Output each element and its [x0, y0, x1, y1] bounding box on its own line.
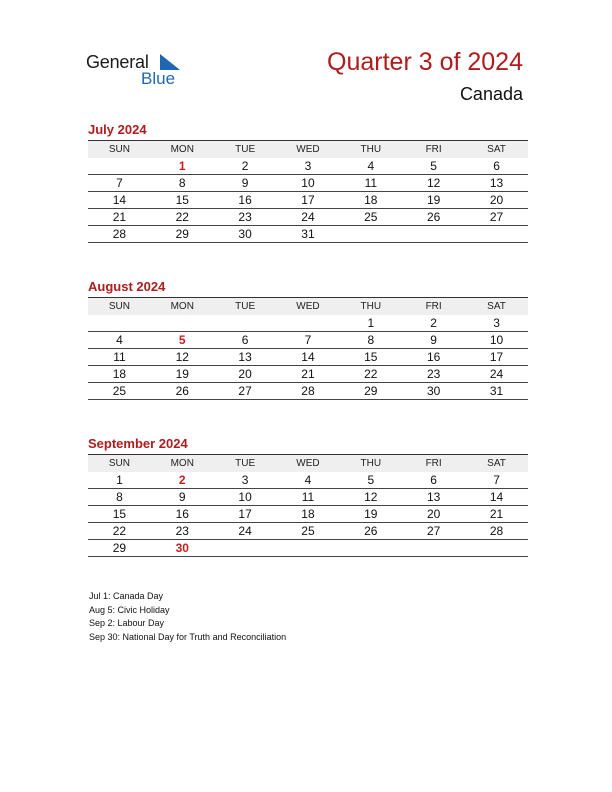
holiday-day-cell: 5 [151, 332, 214, 349]
weekday-header: TUE [214, 455, 277, 472]
holiday-notes [89, 590, 286, 644]
week-row [88, 383, 528, 400]
week-row [88, 192, 528, 209]
day-cell: 18 [277, 506, 340, 523]
day-cell: 17 [277, 192, 340, 209]
day-cell: 12 [339, 489, 402, 506]
day-cell: 22 [88, 523, 151, 540]
logo [86, 52, 196, 92]
day-cell: 10 [277, 175, 340, 192]
day-cell: 24 [465, 366, 528, 383]
week-row [88, 540, 528, 557]
day-cell: 23 [214, 209, 277, 226]
day-cell: 12 [402, 175, 465, 192]
weekday-header: WED [277, 455, 340, 472]
month-title: August 2024 [88, 279, 166, 294]
page-title: Quarter 3 of 2024 [327, 48, 523, 76]
day-cell: 27 [465, 209, 528, 226]
weekday-header: TUE [214, 141, 277, 158]
week-row [88, 523, 528, 540]
weekday-header: WED [277, 298, 340, 315]
day-cell: 4 [277, 472, 340, 489]
day-cell: 11 [88, 349, 151, 366]
day-cell: 15 [88, 506, 151, 523]
day-cell: 14 [88, 192, 151, 209]
day-cell: 21 [88, 209, 151, 226]
day-cell: 5 [402, 158, 465, 175]
weekday-header: MON [151, 298, 214, 315]
day-cell: 3 [214, 472, 277, 489]
empty-day-cell [277, 540, 340, 557]
day-cell: 31 [465, 383, 528, 400]
day-cell: 1 [339, 315, 402, 332]
day-cell: 9 [151, 489, 214, 506]
day-cell: 19 [151, 366, 214, 383]
day-cell: 15 [339, 349, 402, 366]
empty-day-cell [277, 315, 340, 332]
day-cell: 3 [277, 158, 340, 175]
empty-day-cell [88, 158, 151, 175]
month-title: July 2024 [88, 122, 147, 137]
day-cell: 13 [465, 175, 528, 192]
calendar-table [88, 455, 528, 557]
holiday-day-cell: 30 [151, 540, 214, 557]
week-row [88, 349, 528, 366]
week-row [88, 226, 528, 243]
weekday-header: FRI [402, 455, 465, 472]
empty-day-cell [151, 315, 214, 332]
day-cell: 13 [402, 489, 465, 506]
weekday-header: SUN [88, 455, 151, 472]
day-cell: 31 [277, 226, 340, 243]
weekday-header: SAT [465, 298, 528, 315]
day-cell: 10 [465, 332, 528, 349]
day-cell: 19 [339, 506, 402, 523]
empty-day-cell [402, 540, 465, 557]
day-cell: 2 [402, 315, 465, 332]
weekday-header: FRI [402, 141, 465, 158]
day-cell: 28 [465, 523, 528, 540]
day-cell: 8 [151, 175, 214, 192]
calendar-table [88, 141, 528, 243]
day-cell: 24 [277, 209, 340, 226]
logo-general-text: General [86, 52, 149, 72]
week-row [88, 472, 528, 489]
day-cell: 16 [402, 349, 465, 366]
weekday-header-row [88, 141, 528, 158]
day-cell: 21 [277, 366, 340, 383]
weekday-header: WED [277, 141, 340, 158]
empty-day-cell [402, 226, 465, 243]
weekday-header-row [88, 455, 528, 472]
day-cell: 23 [151, 523, 214, 540]
day-cell: 2 [214, 158, 277, 175]
empty-day-cell [214, 540, 277, 557]
day-cell: 26 [151, 383, 214, 400]
day-cell: 3 [465, 315, 528, 332]
day-cell: 21 [465, 506, 528, 523]
day-cell: 7 [277, 332, 340, 349]
month-title: September 2024 [88, 436, 188, 451]
week-row [88, 506, 528, 523]
day-cell: 18 [339, 192, 402, 209]
day-cell: 4 [339, 158, 402, 175]
day-cell: 28 [277, 383, 340, 400]
day-cell: 22 [151, 209, 214, 226]
day-cell: 10 [214, 489, 277, 506]
day-cell: 16 [214, 192, 277, 209]
day-cell: 17 [465, 349, 528, 366]
empty-day-cell [339, 540, 402, 557]
week-row [88, 332, 528, 349]
day-cell: 27 [214, 383, 277, 400]
week-row [88, 366, 528, 383]
day-cell: 14 [465, 489, 528, 506]
day-cell: 20 [465, 192, 528, 209]
day-cell: 7 [465, 472, 528, 489]
day-cell: 26 [339, 523, 402, 540]
holiday-note: Jul 1: Canada Day [89, 591, 164, 601]
weekday-header: FRI [402, 298, 465, 315]
logo-triangle-icon [160, 54, 180, 70]
day-cell: 25 [339, 209, 402, 226]
day-cell: 7 [88, 175, 151, 192]
empty-day-cell [339, 226, 402, 243]
month-august [88, 279, 528, 400]
month-july [88, 122, 528, 243]
day-cell: 25 [277, 523, 340, 540]
week-row [88, 315, 528, 332]
day-cell: 1 [88, 472, 151, 489]
weekday-header: SAT [465, 141, 528, 158]
day-cell: 6 [402, 472, 465, 489]
day-cell: 9 [214, 175, 277, 192]
holiday-note: Sep 2: Labour Day [89, 618, 165, 628]
day-cell: 5 [339, 472, 402, 489]
day-cell: 29 [151, 226, 214, 243]
day-cell: 27 [402, 523, 465, 540]
week-row [88, 209, 528, 226]
weekday-header: THU [339, 455, 402, 472]
week-row [88, 175, 528, 192]
weekday-header: SUN [88, 298, 151, 315]
calendar-table [88, 298, 528, 400]
weekday-header: SAT [465, 455, 528, 472]
day-cell: 26 [402, 209, 465, 226]
holiday-day-cell: 2 [151, 472, 214, 489]
empty-day-cell [88, 315, 151, 332]
day-cell: 18 [88, 366, 151, 383]
day-cell: 16 [151, 506, 214, 523]
day-cell: 17 [214, 506, 277, 523]
day-cell: 11 [277, 489, 340, 506]
week-row [88, 158, 528, 175]
day-cell: 30 [402, 383, 465, 400]
day-cell: 8 [339, 332, 402, 349]
month-september [88, 436, 528, 557]
day-cell: 4 [88, 332, 151, 349]
day-cell: 12 [151, 349, 214, 366]
day-cell: 20 [402, 506, 465, 523]
weekday-header: TUE [214, 298, 277, 315]
day-cell: 13 [214, 349, 277, 366]
day-cell: 28 [88, 226, 151, 243]
logo-blue-text: Blue [141, 69, 176, 88]
day-cell: 24 [214, 523, 277, 540]
day-cell: 19 [402, 192, 465, 209]
day-cell: 20 [214, 366, 277, 383]
day-cell: 29 [339, 383, 402, 400]
day-cell: 29 [88, 540, 151, 557]
day-cell: 8 [88, 489, 151, 506]
holiday-note: Sep 30: National Day for Truth and Reconciliation [89, 631, 287, 642]
weekday-header: SUN [88, 141, 151, 158]
day-cell: 15 [151, 192, 214, 209]
weekday-header: THU [339, 141, 402, 158]
weekday-header: MON [151, 455, 214, 472]
day-cell: 6 [214, 332, 277, 349]
empty-day-cell [214, 315, 277, 332]
day-cell: 14 [277, 349, 340, 366]
day-cell: 25 [88, 383, 151, 400]
weekday-header-row [88, 298, 528, 315]
weekday-header: THU [339, 298, 402, 315]
country-name: Canada [459, 84, 523, 104]
day-cell: 6 [465, 158, 528, 175]
week-row [88, 489, 528, 506]
weekday-header: MON [151, 141, 214, 158]
empty-day-cell [465, 226, 528, 243]
day-cell: 22 [339, 366, 402, 383]
day-cell: 30 [214, 226, 277, 243]
day-cell: 9 [402, 332, 465, 349]
holiday-note: Aug 5: Civic Holiday [89, 604, 170, 615]
empty-day-cell [465, 540, 528, 557]
holiday-day-cell: 1 [151, 158, 214, 175]
day-cell: 23 [402, 366, 465, 383]
day-cell: 11 [339, 175, 402, 192]
